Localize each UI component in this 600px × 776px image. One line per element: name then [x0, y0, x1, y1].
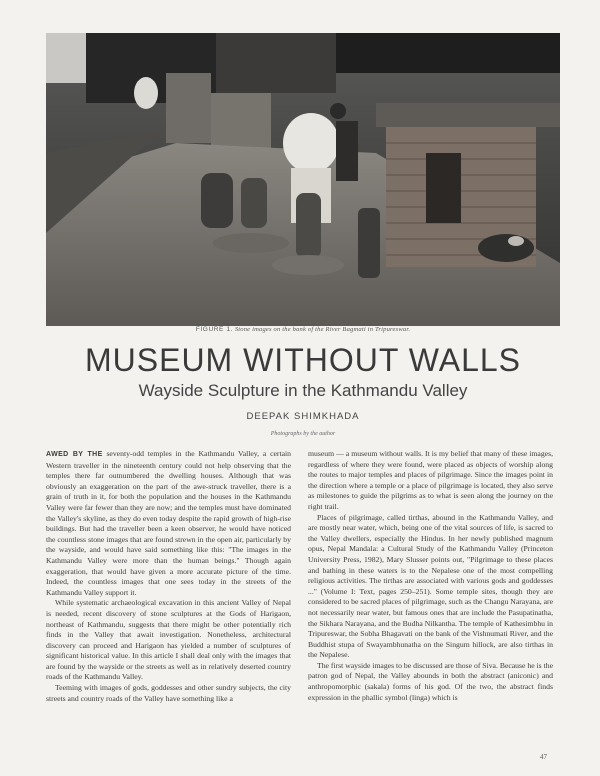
- paragraph: The first wayside images to be discussed are those of Siva. Because he is the patron god of Nepal, the Valley abounds in both the abstract (aniconic) and anthropomorphic (sakala) forms of his god. Of the two, the abstract finds expression in the phallic symbol (linga) which is: [308, 660, 553, 702]
- paragraph: Teeming with images of gods, goddesses and other sundry subjects, the city streets and country roads of the Valley have something like a: [46, 683, 291, 703]
- paragraph: While systematic archaeological excavation in this ancient Valley of Nepal is needed, recent discovery of stone sculptures at the Gods of Harigaon, northeast of Kathmandu, suggests that there might be other potentially rich finds in the Valley that await investigation. Nonetheless, architectural discovery can proceed and Harigaon has yielded a number of sculptures of significant historical value. In this article I shall deal only with the images that are found by the wayside or the streets as well as in relatively deserted country roads of the Kathmandu Valley.: [46, 598, 291, 682]
- paragraph: [46, 449, 291, 598]
- drop-lead: AWED BY THE: [46, 451, 103, 458]
- body-column-left: [46, 449, 291, 704]
- figure-caption: [46, 326, 560, 333]
- page-number: 47: [540, 753, 547, 761]
- body-column-right: [308, 449, 553, 703]
- photo-illustration: [46, 33, 560, 326]
- article-author: DEEPAK SHIMKHADA: [246, 411, 360, 422]
- article-title: MUSEUM WITHOUT WALLS: [84, 342, 521, 378]
- paragraph-text: seventy-odd temples in the Kathmandu Valley, a certain Western traveller in the nineteenth century could not help observing that the temples there far outnumbered the dwelling houses. Although that was obviously an exaggeration on the part of the awe-struck traveller, there is a grain of truth in it, for both the population and the houses in the Kathmandu Valley were far fewer than they are now; and the temples must have dominated the Valley's skyline, as they do even today despite the rapid growth of high-rise buildings. But had the traveller been a keen observer, he would have noticed the countless stone images that are found strewn in the open air, particularly by the wayside, and would have said something like this: "The images in the Kathmandu Valley were more than the human beings." Though again exaggeration, that would have given a more accurate picture of the time. Indeed, the countless images that one sees today in the streets of the Kathmandu Valley support it.: [46, 449, 291, 597]
- article-subtitle: Wayside Sculpture in the Kathmandu Valley: [138, 381, 468, 400]
- figure-photo: [46, 33, 560, 326]
- paragraph: Places of pilgrimage, called tirthas, abound in the Kathmandu Valley, and are mostly near water, which, being one of the vital sources of life, is sacred to the Valley dwellers, especially the Hindus. In her newly published magnum opus, Nepal Mandala: a Cultural Study of the Kathmandu Valley (Princeton University Press, 1982), Mary Slusser points out, "Pilgrimage to these places and bathing in these waters is to the Nepalese one of the most compelling religious activities. The tirthas are associated with various gods and goddesses ..." (Volume I: Text, pages 250–251). Some temple sites, though they are considered to be sacred places of pilgrimage, such as the Changu Narayana, are not necessarily near water, but famous ones that are include the Pasupatinatha, the Sikhara Narayana, and the Budha Nilkantha. The temple of Kathesimbhu in Tripureswar, the Sobha Bhagavati on the bank of the Vishnumati River, and the Buddhist stupa of Swayambhunatha on the Singum hillock, are also tirthas in the Nepalese.: [308, 512, 553, 660]
- caption-text: Stone images on the bank of the River Bagmati in Tripureswar.: [234, 326, 411, 333]
- photo-credit: Photographs by the author: [270, 431, 336, 437]
- paragraph: museum — a museum without walls. It is my belief that many of these images, regardless of where they were found, were placed as objects of worship along the routes to major temples and places of pilgrimage. Since the images point in the direction where a temple or a place of pilgrimage is located, they also serve as milestones to guide the pilgrims as to what is seen along the journey on the right trail.: [308, 449, 553, 511]
- caption-lead: FIGURE 1.: [195, 326, 233, 333]
